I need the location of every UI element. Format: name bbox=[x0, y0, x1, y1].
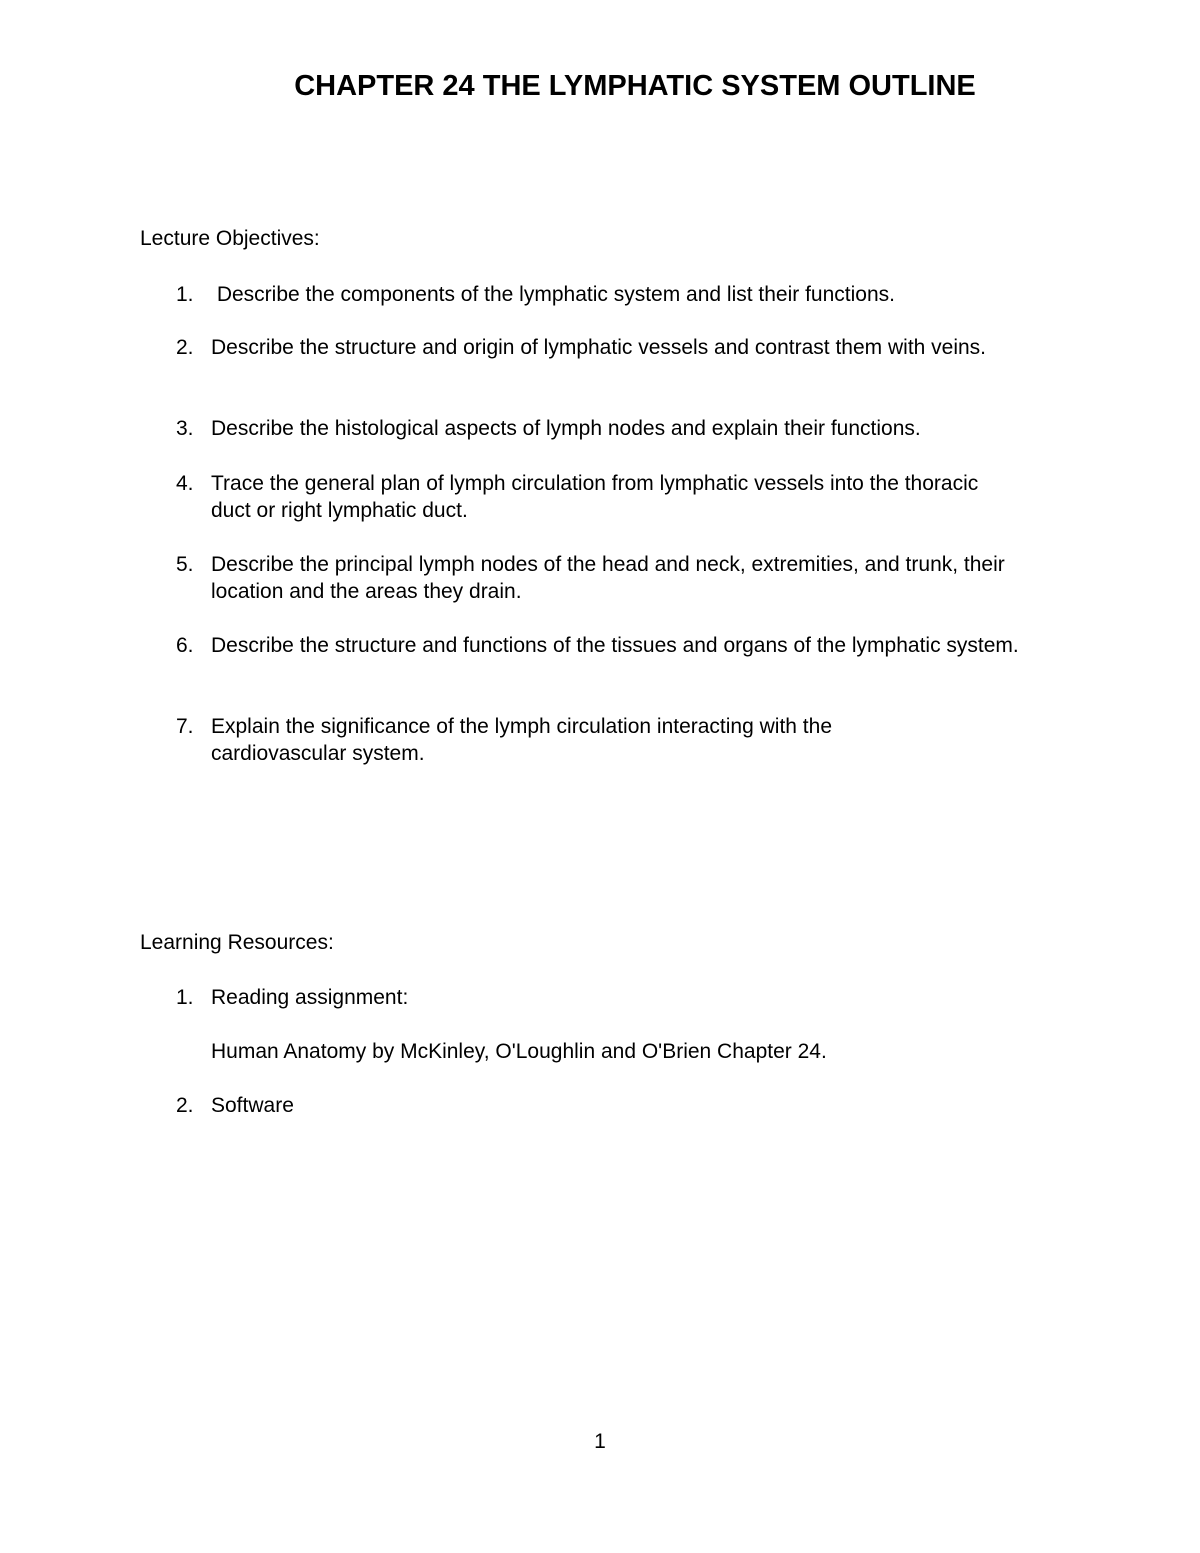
objective-text: Describe the histological aspects of lymph nodes and explain their functions. bbox=[211, 417, 921, 440]
objective-number: 3. bbox=[176, 417, 194, 440]
objective-number: 7. bbox=[176, 715, 194, 738]
objective-number: 5. bbox=[176, 553, 194, 576]
objective-text: Describe the structure and origin of lymphatic vessels and contrast them with veins. bbox=[211, 336, 987, 359]
objective-text: Describe the structure and functions of the tissues and organs of the lymphatic system. bbox=[211, 634, 1019, 657]
page-title: CHAPTER 24 THE LYMPHATIC SYSTEM OUTLINE bbox=[294, 70, 976, 102]
resource-text: Software bbox=[211, 1094, 294, 1117]
resource-number: 1. bbox=[176, 986, 194, 1009]
resource-text: Reading assignment: bbox=[211, 986, 409, 1009]
resource-number: 2. bbox=[176, 1094, 194, 1117]
objective-number: 6. bbox=[176, 634, 194, 657]
resources-heading: Learning Resources: bbox=[140, 931, 334, 954]
objective-number: 4. bbox=[176, 472, 194, 495]
objective-text: Explain the significance of the lymph circulation interacting with the cardiovascular system. bbox=[211, 715, 832, 765]
objectives-heading: Lecture Objectives: bbox=[140, 227, 320, 250]
objective-text: Describe the principal lymph nodes of the head and neck, extremities, and trunk, their location and the areas they drain. bbox=[211, 553, 1005, 603]
page-number: 1 bbox=[594, 1430, 606, 1453]
reading-assignment-detail: Human Anatomy by McKinley, O'Loughlin and O'Brien Chapter 24. bbox=[211, 1040, 827, 1063]
objective-text: Describe the components of the lymphatic system and list their functions. bbox=[211, 283, 895, 306]
objective-number: 2. bbox=[176, 336, 194, 359]
objective-text: Trace the general plan of lymph circulation from lymphatic vessels into the thoracic duct or right lymphatic duct. bbox=[211, 472, 979, 522]
objective-number: 1. bbox=[176, 283, 194, 306]
